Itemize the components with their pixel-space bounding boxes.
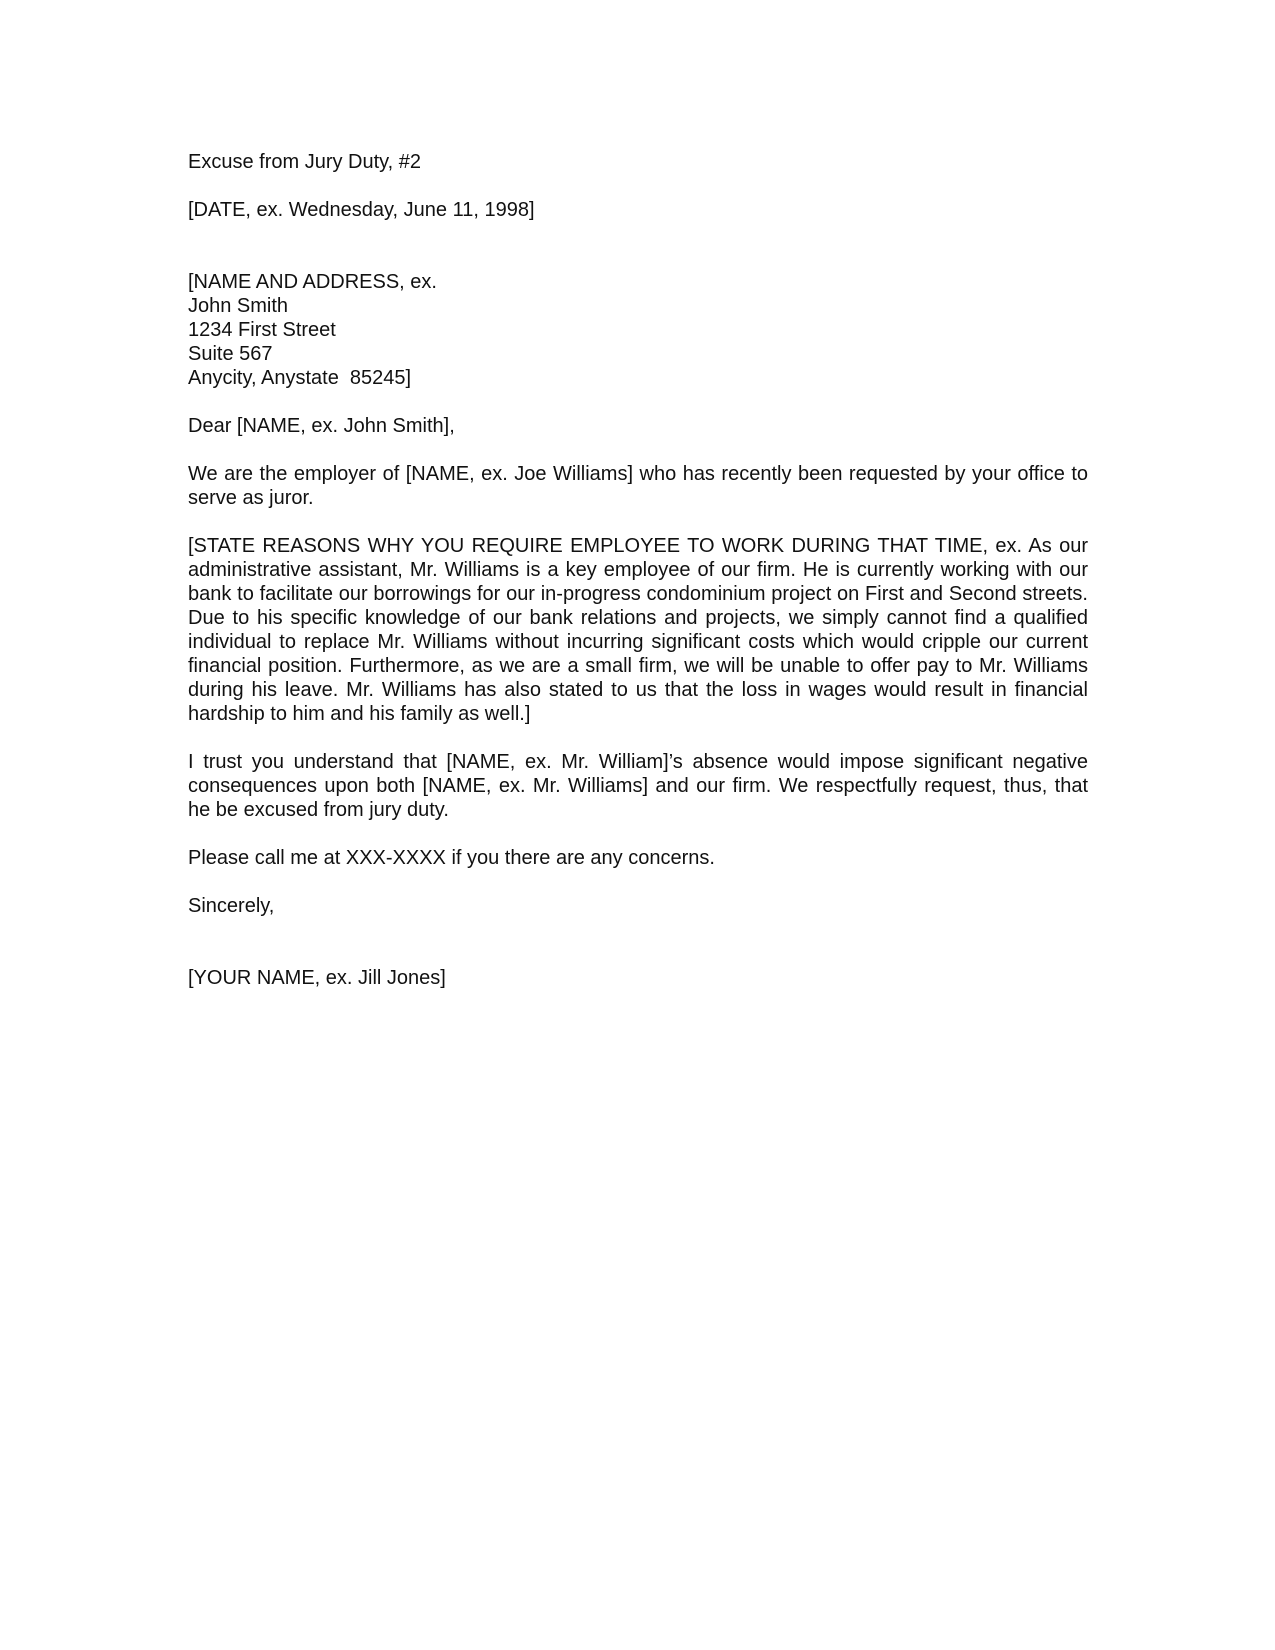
address-line-1: [NAME AND ADDRESS, ex. (188, 271, 437, 293)
paragraph-intro: We are the employer of [NAME, ex. Joe Williams] who has recently been requested by your office to serve as juror. (188, 463, 1088, 509)
recipient-address (188, 270, 1088, 390)
address-line-2: John Smith (188, 295, 289, 317)
closing: Sincerely, (188, 895, 275, 917)
address-line-5: Anycity, Anystate 85245] (188, 367, 412, 389)
salutation: Dear [NAME, ex. John Smith], (188, 415, 455, 437)
address-line-3: 1234 First Street (188, 319, 336, 341)
letter-date: [DATE, ex. Wednesday, June 11, 1998] (188, 199, 535, 221)
paragraph-reasons: [STATE REASONS WHY YOU REQUIRE EMPLOYEE TO WORK DURING THAT TIME, ex. As our administrative assistant, Mr. Williams is a key employee of our firm. He is currently working with our bank to facilitate our borrowings for our in-progress condominium project on First and Second streets. Due to his specific knowledge of our bank relations and projects, we simply cannot find a qualified individual to replace Mr. Williams without incurring significant costs which would cripple our current financial position. Furthermore, as we are a small firm, we will be unable to offer pay to Mr. Williams during his leave. Mr. Williams has also stated to us that the loss in wages would result in financial hardship to him and his family as well.] (188, 535, 1088, 725)
letter-body (188, 150, 1088, 990)
address-line-4: Suite 567 (188, 343, 273, 365)
paragraph-contact: Please call me at XXX-XXXX if you there are any concerns. (188, 847, 715, 869)
signature-line: [YOUR NAME, ex. Jill Jones] (188, 967, 446, 989)
paragraph-request: I trust you understand that [NAME, ex. Mr. William]’s absence would impose significant negative consequences upon both [NAME, ex. Mr. Williams] and our firm. We respectfully request, thus, that he be excused from jury duty. (188, 751, 1088, 821)
letter-title: Excuse from Jury Duty, #2 (188, 151, 422, 173)
